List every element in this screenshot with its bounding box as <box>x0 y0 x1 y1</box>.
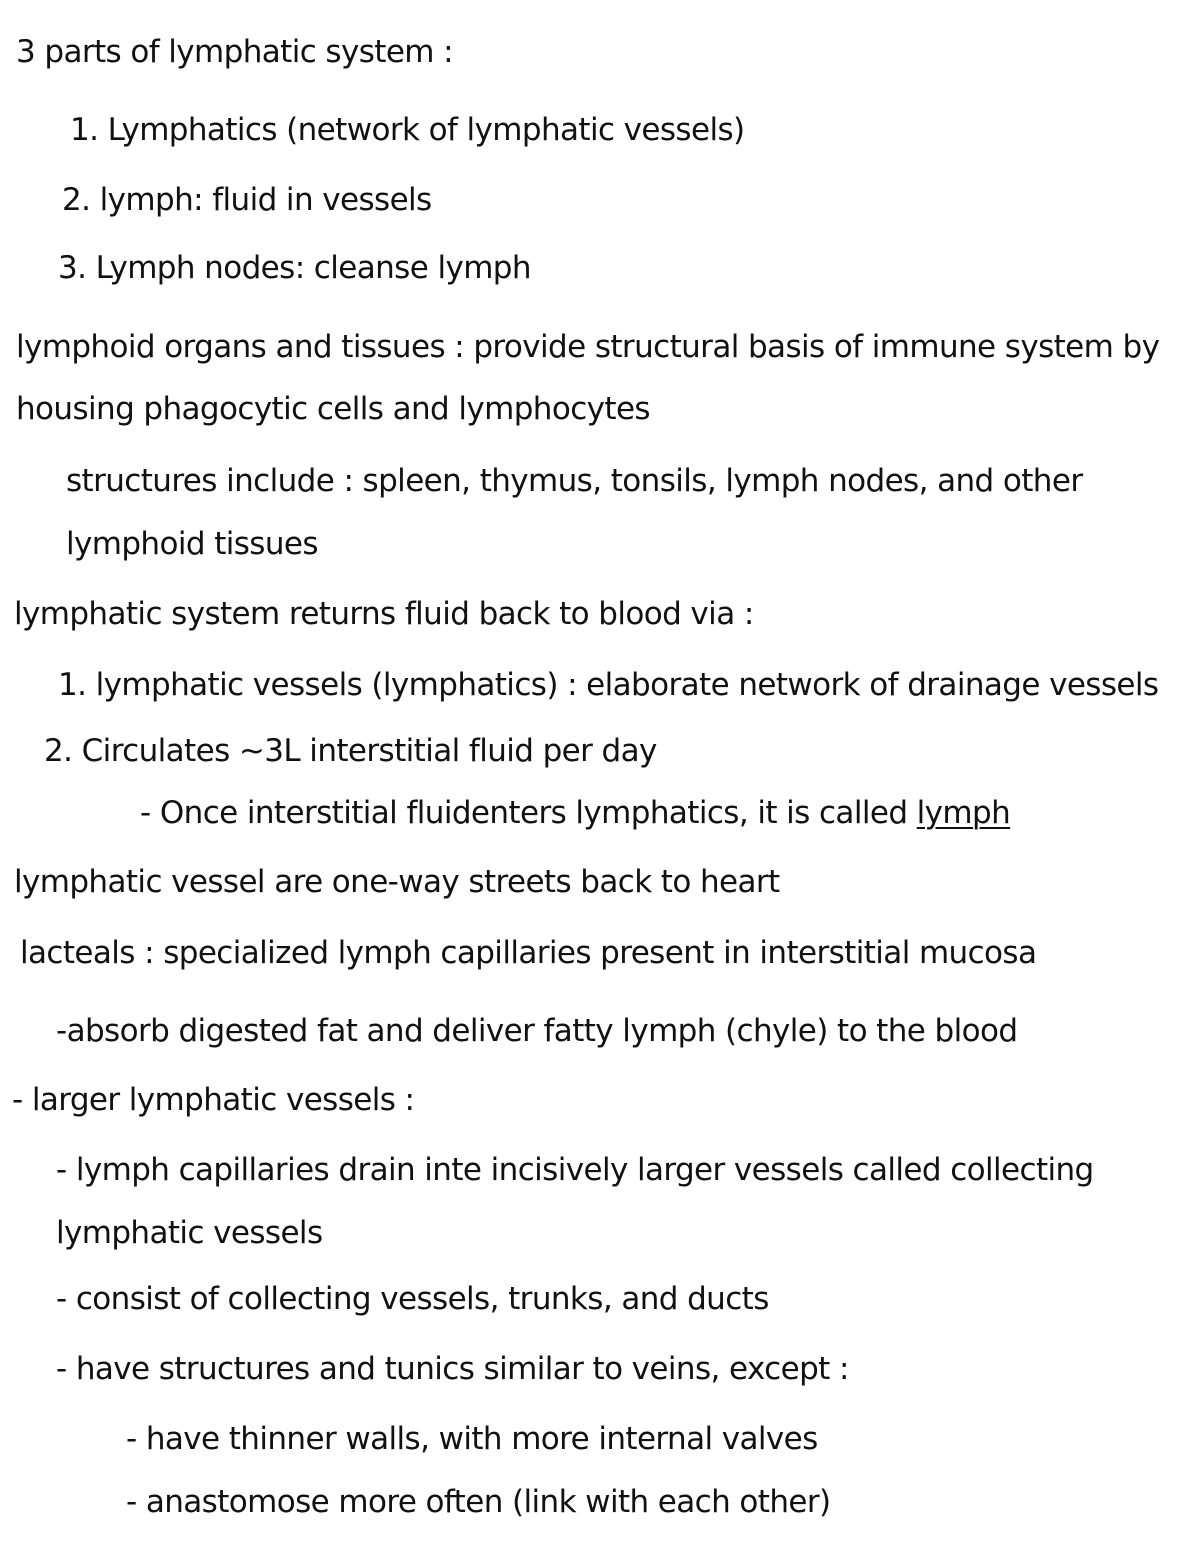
lymphoid-organs-line-2: housing phagocytic cells and lymphocytes <box>16 391 650 427</box>
list-item-circulates: 2. Circulates ~3L interstitial fluid per day <box>44 733 657 769</box>
lymph-underlined-term: lymph <box>916 795 1011 831</box>
lymphoid-organs-line-1: lymphoid organs and tissues : provide structural basis of immune system by <box>16 329 1160 365</box>
capillaries-drain-line-1: - lymph capillaries drain inte incisively larger vessels called collecting <box>56 1152 1094 1188</box>
list-item-lymphatics: 1. Lymphatics (network of lymphatic vessels) <box>70 112 745 148</box>
one-way-streets-line: lymphatic vessel are one-way streets back to heart <box>14 864 780 900</box>
consist-of-line: - consist of collecting vessels, trunks, and ducts <box>56 1281 769 1317</box>
capillaries-drain-line-2: lymphatic vessels <box>56 1215 323 1251</box>
lacteals-line: lacteals : specialized lymph capillaries present in interstitial mucosa <box>20 935 1037 971</box>
lymph-definition-line <box>140 793 1010 833</box>
structures-line-1: structures include : spleen, thymus, tonsils, lymph nodes, and other <box>66 463 1083 499</box>
lymph-definition-text: - Once interstitial fluidenters lymphatics, it is called <box>140 795 917 831</box>
absorb-fat-line: -absorb digested fat and deliver fatty lymph (chyle) to the blood <box>56 1013 1018 1049</box>
returns-fluid-heading: lymphatic system returns fluid back to blood via : <box>14 596 754 632</box>
list-item-lymph-nodes: 3. Lymph nodes: cleanse lymph <box>58 250 531 286</box>
similar-to-veins-line: - have structures and tunics similar to veins, except : <box>56 1351 849 1387</box>
larger-vessels-heading: - larger lymphatic vessels : <box>12 1082 415 1118</box>
thinner-walls-line: - have thinner walls, with more internal valves <box>126 1421 818 1457</box>
anastomose-line: - anastomose more often (link with each other) <box>126 1484 831 1520</box>
heading-lymphatic-system-parts: 3 parts of lymphatic system : <box>16 34 454 70</box>
list-item-lymphatic-vessels: 1. lymphatic vessels (lymphatics) : elaborate network of drainage vessels <box>58 667 1159 703</box>
list-item-lymph: 2. lymph: fluid in vessels <box>62 182 432 218</box>
structures-line-2: lymphoid tissues <box>66 526 318 562</box>
